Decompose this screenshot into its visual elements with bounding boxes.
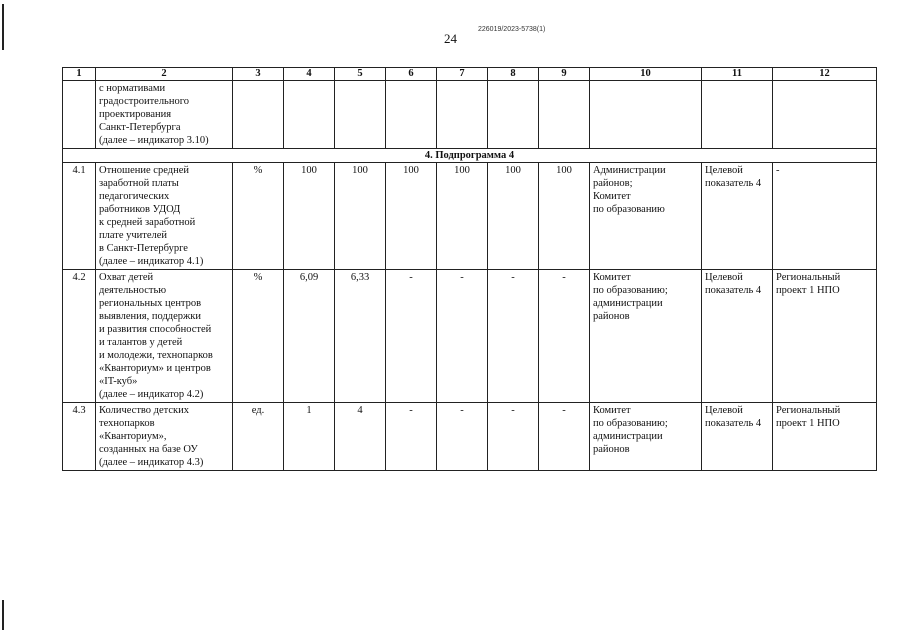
regional-project: Региональный проект 1 НПО [773, 270, 877, 403]
table-row [63, 163, 877, 270]
value-cell: 1 [284, 403, 335, 471]
regional-project: Региональный проект 1 НПО [773, 403, 877, 471]
header-cell: 12 [773, 68, 877, 81]
row-number [63, 81, 96, 149]
executor: Комитет по образованию; администрации районов [590, 270, 702, 403]
value-cell: - [488, 270, 539, 403]
header-cell: 10 [590, 68, 702, 81]
value-cell: 6,33 [335, 270, 386, 403]
value-cell: - [437, 270, 488, 403]
header-cell: 8 [488, 68, 539, 81]
indicator-name: Количество детских технопарков «Кванториум», созданных на базе ОУ (далее – индикатор 4.3) [96, 403, 233, 471]
value-cell: - [488, 403, 539, 471]
value-cell: - [437, 403, 488, 471]
section-row [63, 149, 877, 163]
value-cell: - [386, 403, 437, 471]
header-cell: 3 [233, 68, 284, 81]
table-row [63, 403, 877, 471]
row-number: 4.3 [63, 403, 96, 471]
header-cell: 7 [437, 68, 488, 81]
value-cell: 100 [437, 163, 488, 270]
value-cell: - [539, 270, 590, 403]
executor: Комитет по образованию; администрации районов [590, 403, 702, 471]
value-cell: - [386, 270, 437, 403]
indicator-name: с нормативами градостроительного проектирования Санкт-Петербурга (далее – индикатор 3.10) [96, 81, 233, 149]
header-cell: 1 [63, 68, 96, 81]
header-cell: 11 [702, 68, 773, 81]
indicator-name: Отношение средней заработной платы педагогических работников УДОД к средней заработной плате учителей в Санкт-Петербурге (далее – индикатор 4.1) [96, 163, 233, 270]
value-cell: 100 [488, 163, 539, 270]
unit: ед. [233, 403, 284, 471]
row-number: 4.2 [63, 270, 96, 403]
value-cell: 100 [539, 163, 590, 270]
indicator-name: Охват детей деятельностью региональных центров выявления, поддержки и развития способностей и талантов у детей и молодежи, технопарков «Кванториум» и центров «IT-куб» (далее – индикатор 4.2) [96, 270, 233, 403]
header-cell: 2 [96, 68, 233, 81]
indicator-type: Целевой показатель 4 [702, 270, 773, 403]
header-cell: 5 [335, 68, 386, 81]
header-row [63, 68, 877, 81]
value-cell: 100 [386, 163, 437, 270]
header-cell: 9 [539, 68, 590, 81]
scan-edge-mark [2, 600, 4, 630]
table-row [63, 270, 877, 403]
regional-project: - [773, 163, 877, 270]
value-cell: 4 [335, 403, 386, 471]
unit: % [233, 163, 284, 270]
document-code: 226019/2023-5738(1) [478, 26, 546, 33]
header-cell: 4 [284, 68, 335, 81]
value-cell: 100 [335, 163, 386, 270]
value-cell: 6,09 [284, 270, 335, 403]
value-cell: 100 [284, 163, 335, 270]
page-number: 24 [444, 31, 457, 46]
value-cell: - [539, 403, 590, 471]
header-cell: 6 [386, 68, 437, 81]
executor: Администрации районов; Комитет по образованию [590, 163, 702, 270]
row-number: 4.1 [63, 163, 96, 270]
section-title: 4. Подпрограмма 4 [63, 149, 877, 163]
unit: % [233, 270, 284, 403]
table-row [63, 81, 877, 149]
indicator-type: Целевой показатель 4 [702, 403, 773, 471]
indicator-type: Целевой показатель 4 [702, 163, 773, 270]
scan-edge-mark [2, 4, 4, 50]
indicators-table [62, 67, 877, 471]
